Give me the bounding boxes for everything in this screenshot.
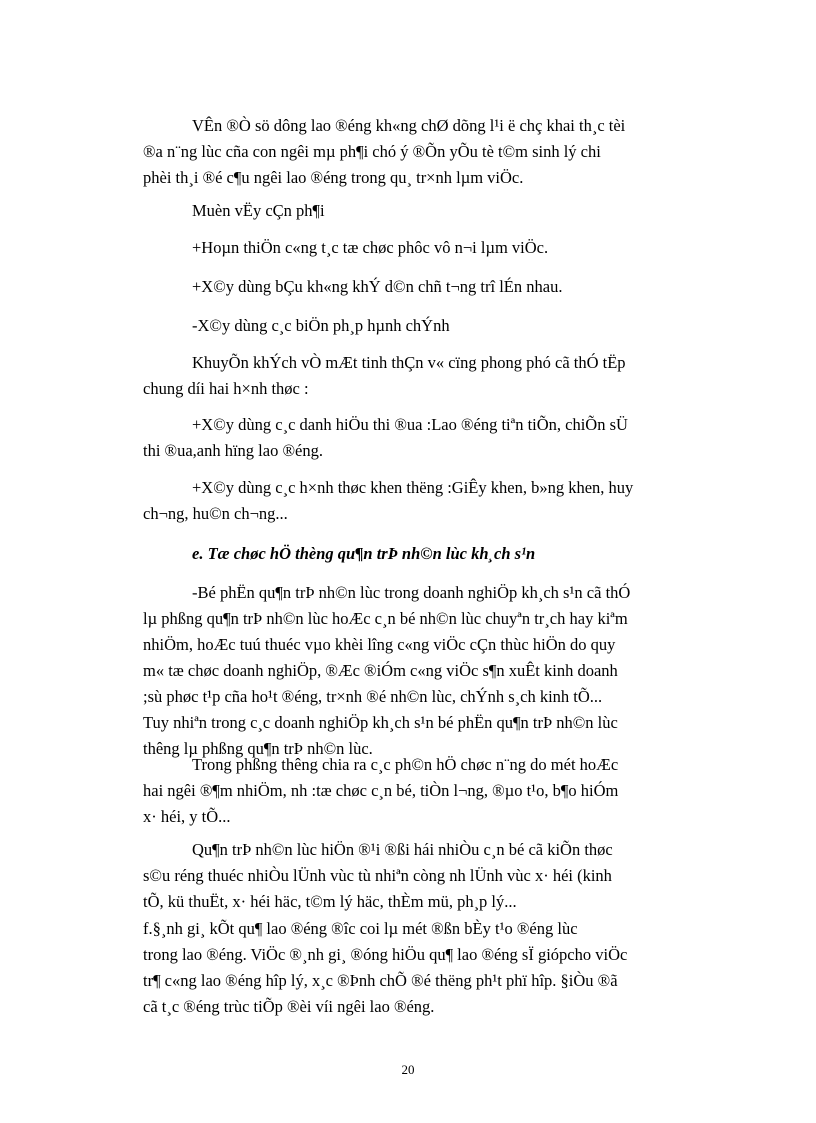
text-line: ch¬ng, hu©n ch¬ng... xyxy=(143,504,288,523)
paragraph-10 xyxy=(143,752,713,830)
text-line: tÕ, kü thuËt, x· héi häc, t©m lý häc, thÈm mü, ph¸p lý... xyxy=(143,892,517,911)
text-line: s©u réng thuéc nhiÒu lÜnh vùc tù nhiªn còng nh lÜnh vùc x· héi (kinh xyxy=(143,866,612,885)
text-line: nhiÖm, hoÆc tuú thuéc vµo khèi lîng c«ng viÖc cÇn thùc hiÖn do quy xyxy=(143,635,616,654)
text-line: f.§¸nh gi¸ kÕt qu¶ lao ®éng ®îc coi lµ mét ®ßn bÈy t¹o ®éng lùc xyxy=(143,919,578,938)
text-line: +X©y dùng c¸c h×nh thøc khen thëng :GiÊy khen, b»ng khen, huy xyxy=(192,478,634,497)
text-line: thi ®ua,anh hïng lao ®éng. xyxy=(143,441,323,460)
text-line: Qu¶n trÞ nh©n lùc hiÖn ®¹i ®ßi hái nhiÒu c¸n bé cã kiÕn thøc xyxy=(192,840,613,859)
paragraph-11 xyxy=(143,837,713,915)
section-heading xyxy=(143,541,713,567)
text-line: -Bé phËn qu¶n trÞ nh©n lùc trong doanh nghiÖp kh¸ch s¹n cã thÓ xyxy=(192,583,631,602)
text-line: ;sù phøc t¹p cña ho¹t ®éng, tr×nh ®é nh©n lùc, chÝnh s¸ch kinh tÕ... xyxy=(143,687,603,706)
text-line: ®a n¨ng lùc cña con ngêi mµ ph¶i chó ý ®Õn yÕu tè t©m sinh lý chi xyxy=(143,142,601,161)
text-line: -X©y dùng c¸c biÖn ph¸p hµnh chÝnh xyxy=(192,316,450,335)
text-line: tr¶ c«ng lao ®éng hîp lý, x¸c ®Þnh chÕ ®é thëng ph¹t phï hîp. §iÒu ®ã xyxy=(143,971,618,990)
text-line: chung díi hai h×nh thøc : xyxy=(143,379,309,398)
text-line: KhuyÕn khÝch vÒ mÆt tinh thÇn v« cïng phong phó cã thÓ tËp xyxy=(192,353,626,372)
paragraph-9 xyxy=(143,580,713,762)
text-line: hai ngêi ®¶m nhiÖm, nh :tæ chøc c¸n bé, tiÒn l¬ng, ®µo t¹o, b¶o hiÓm xyxy=(143,781,619,800)
paragraph-8 xyxy=(143,475,713,527)
paragraph-1 xyxy=(143,113,713,191)
paragraph-7 xyxy=(143,412,713,464)
heading-text: e. Tæ chøc hÖ thèng qu¶n trÞ nh©n lùc kh¸ch s¹n xyxy=(192,544,536,563)
text-line: +X©y dùng c¸c danh hiÖu thi ®ua :Lao ®éng tiªn tiÕn, chiÕn sÜ xyxy=(192,415,628,434)
text-line: trong lao ®éng. ViÖc ®¸nh gi¸ ®óng hiÖu qu¶ lao ®éng sÏ giópcho viÖc xyxy=(143,945,628,964)
paragraph-2 xyxy=(143,198,713,224)
text-line: thêng lµ phßng qu¶n trÞ nh©n lùc. xyxy=(143,739,373,758)
page-number: 20 xyxy=(401,1062,415,1077)
text-line: lµ phßng qu¶n trÞ nh©n lùc hoÆc c¸n bé nh©n lùc chuyªn tr¸ch hay kiªm xyxy=(143,609,628,628)
paragraph-5 xyxy=(143,313,713,339)
text-line: +X©y dùng bÇu kh«ng khÝ d©n chñ t¬ng trî lÉn nhau. xyxy=(192,277,563,296)
text-line: phèi th¸i ®é c¶u ngêi lao ®éng trong qu¸ tr×nh lµm viÖc. xyxy=(143,168,524,187)
text-line: cã t¸c ®éng trùc tiÕp ®èi víi ngêi lao ®éng. xyxy=(143,997,435,1016)
paragraph-6 xyxy=(143,350,713,402)
paragraph-3 xyxy=(143,235,713,261)
text-line: +Hoµn thiÖn c«ng t¸c tæ chøc phôc vô n¬i lµm viÖc. xyxy=(192,238,549,257)
paragraph-12 xyxy=(143,916,713,1020)
paragraph-4 xyxy=(143,274,713,300)
text-line: x· héi, y tÕ... xyxy=(143,807,231,826)
text-line: Muèn vËy cÇn ph¶i xyxy=(192,201,325,220)
text-line: VÊn ®Ò sö dông lao ®éng kh«ng chØ dõng l¹i ë chç khai th¸c tèi xyxy=(192,116,626,135)
text-line: Tuy nhiªn trong c¸c doanh nghiÖp kh¸ch s¹n bé phËn qu¶n trÞ nh©n lùc xyxy=(143,713,618,732)
text-line: Trong phßng thêng chia ra c¸c ph©n hÖ chøc n¨ng do mét hoÆc xyxy=(192,755,619,774)
text-line: m« tæ chøc doanh nghiÖp, ®Æc ®iÓm c«ng viÖc s¶n xuÊt kinh doanh xyxy=(143,661,618,680)
